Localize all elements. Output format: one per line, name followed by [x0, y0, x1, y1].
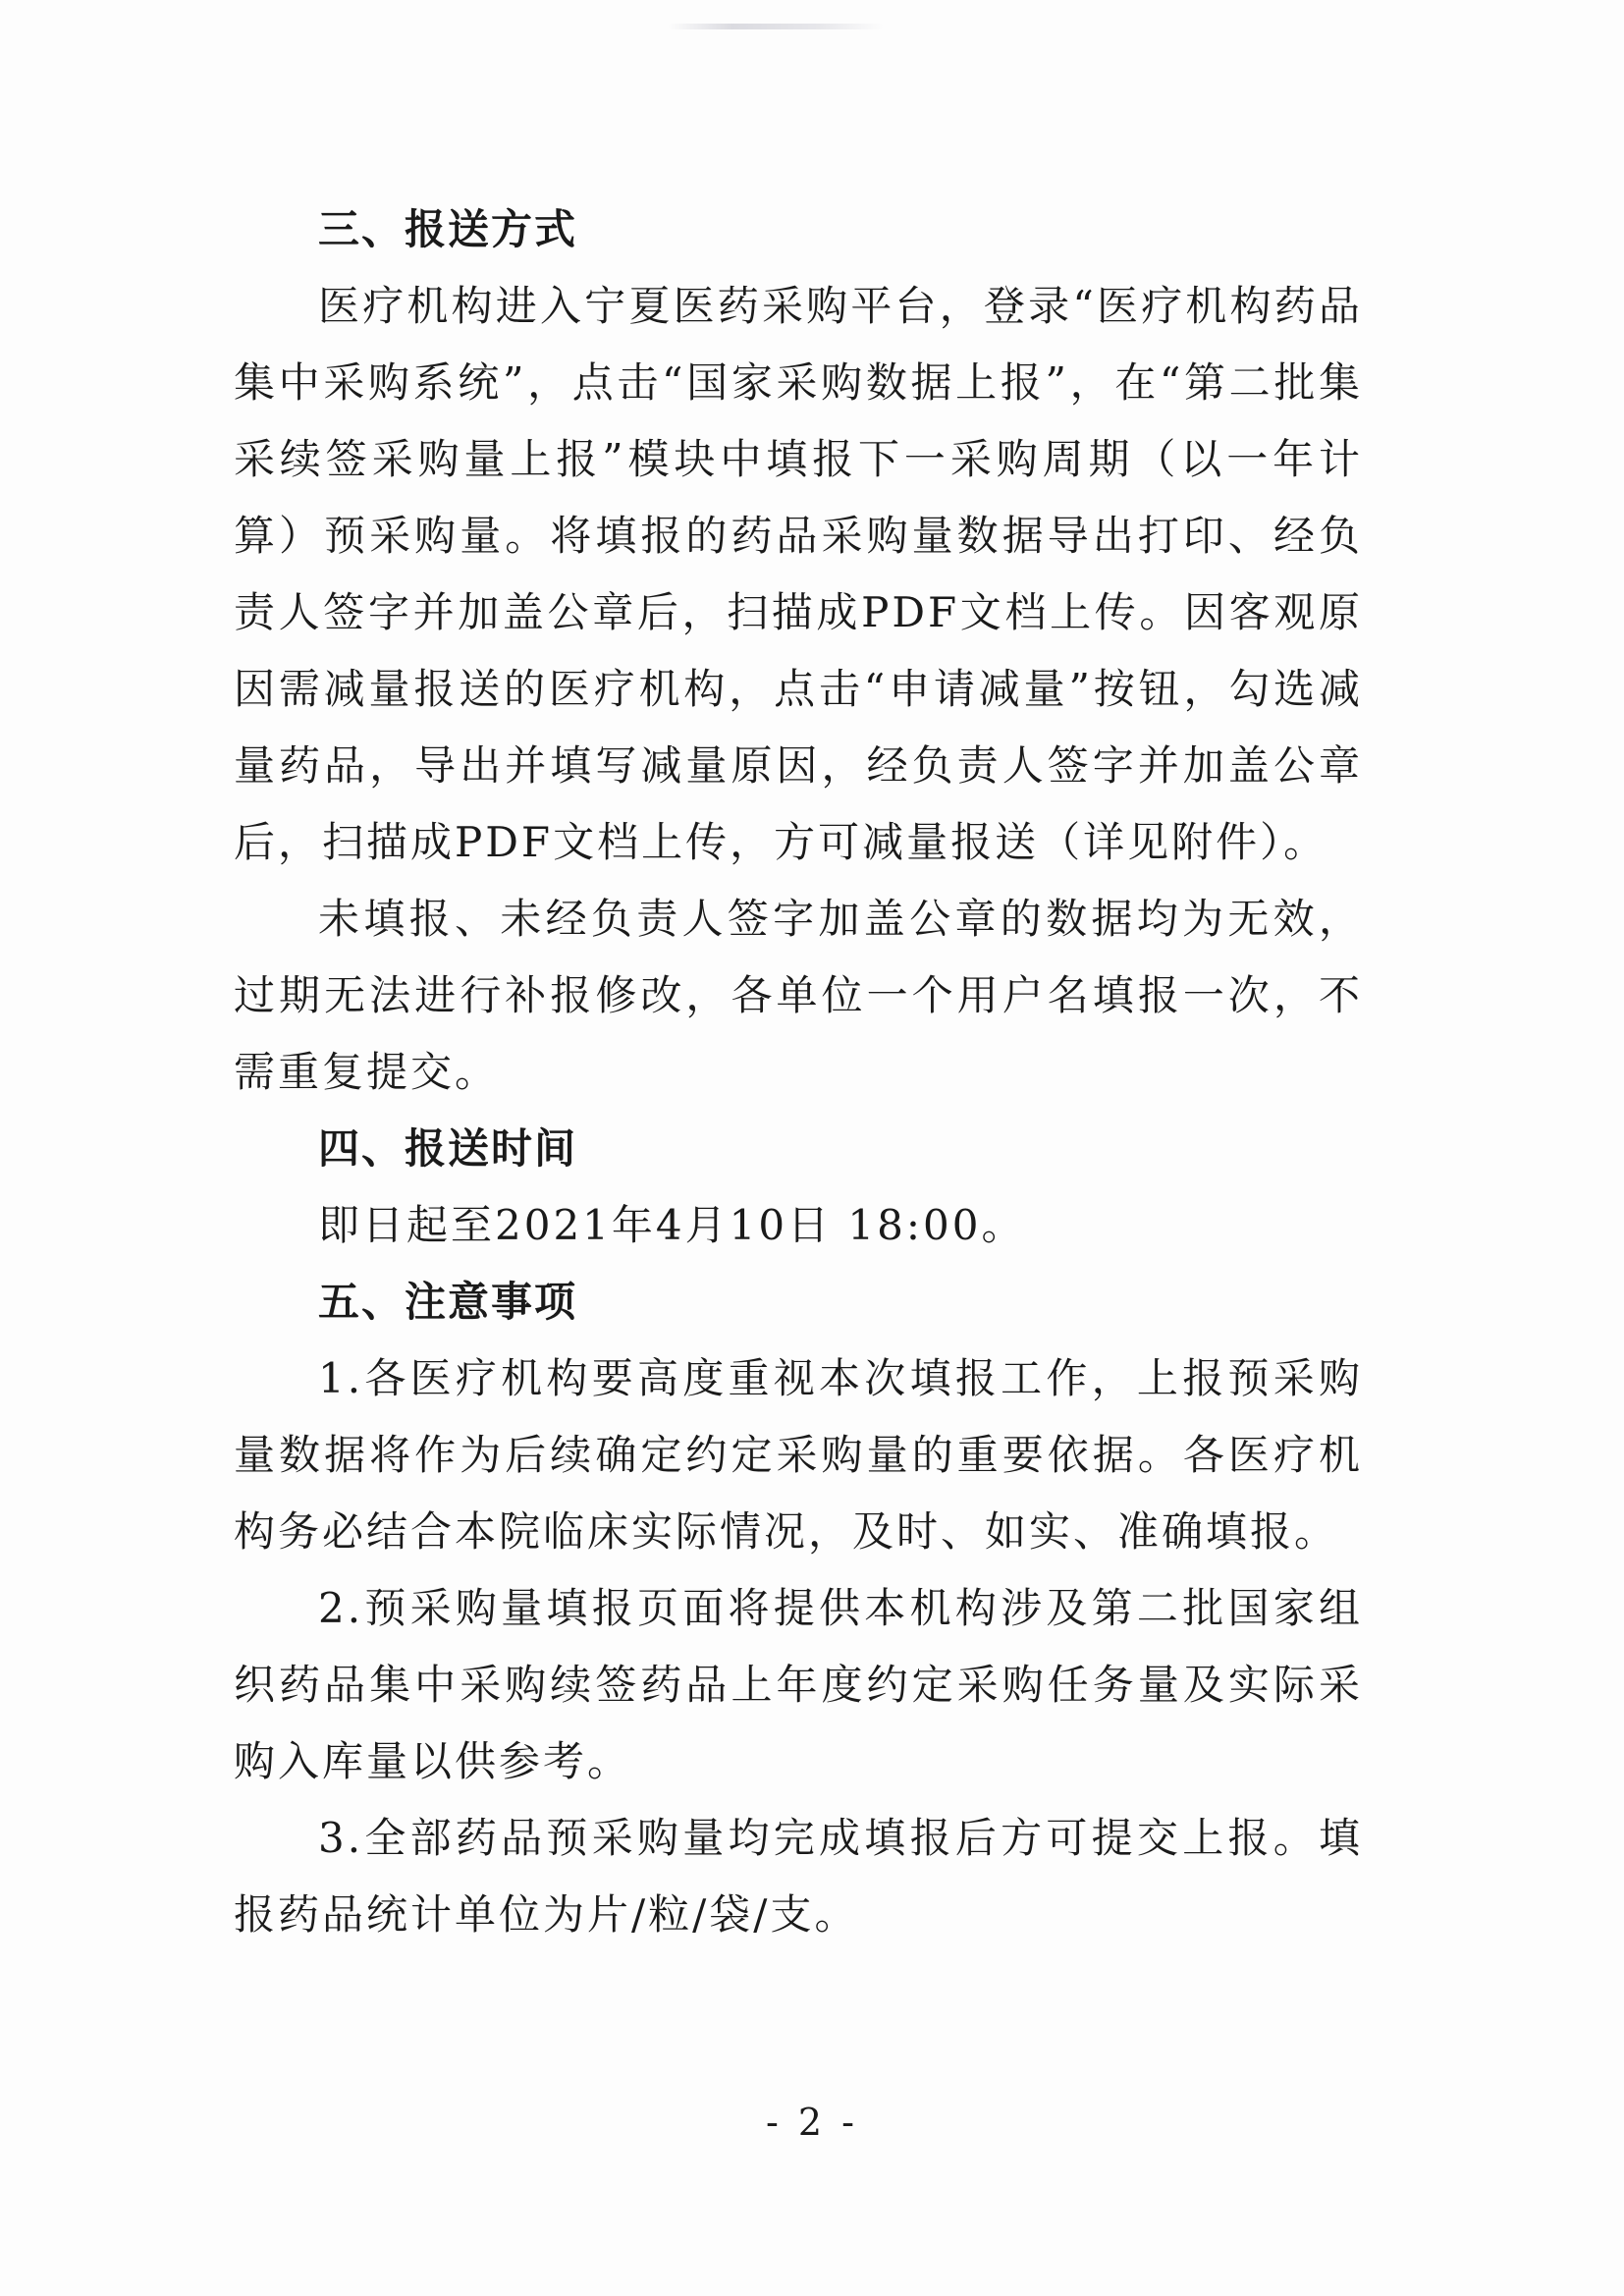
section-3-paragraph-1: 医疗机构进入宁夏医药采购平台，登录“医疗机构药品集中采购系统”，点击“国家采购数据上报”，在“第二批集采续签采购量上报”模块中填报下一采购周期（以一年计算）预采购量。将填报的药品采购量数据导出打印、经负责人签字并加盖公章后，扫描成PDF文档上传。因客观原因需减量报送的医疗机构，点击“申请减量”按钮，勾选减量药品，导出并填写减量原因，经负责人签字并加盖公章后，扫描成PDF文档上传，方可减量报送（详见附件）。 [234, 282, 1363, 866]
section-3-heading: 三、报送方式 [318, 205, 578, 253]
section-5-item-3: 3.全部药品预采购量均完成填报后方可提交上报。填报药品统计单位为片/粒/袋/支。 [234, 1814, 1363, 1939]
section-4-heading: 四、报送时间 [318, 1124, 578, 1173]
section-3-paragraph-2: 未填报、未经负责人签字加盖公章的数据均为无效，过期无法进行补报修改，各单位一个用户名填报一次，不需重复提交。 [234, 895, 1363, 1096]
section-5-item-2: 2.预采购量填报页面将提供本机构涉及第二批国家组织药品集中采购续签药品上年度约定采购任务量及实际采购入库量以供参考。 [234, 1584, 1363, 1785]
section-4-paragraph-1: 即日起至2021年4月10日 18:00。 [318, 1201, 1026, 1249]
scan-artifact [668, 24, 884, 29]
section-5-item-1: 1.各医疗机构要高度重视本次填报工作，上报预采购量数据将作为后续确定约定采购量的重要依据。各医疗机构务必结合本院临床实际情况，及时、如实、准确填报。 [234, 1354, 1363, 1556]
document-body [234, 191, 1363, 1953]
page-number: - 2 - [765, 2101, 858, 2144]
section-5-heading: 五、注意事项 [318, 1278, 578, 1326]
